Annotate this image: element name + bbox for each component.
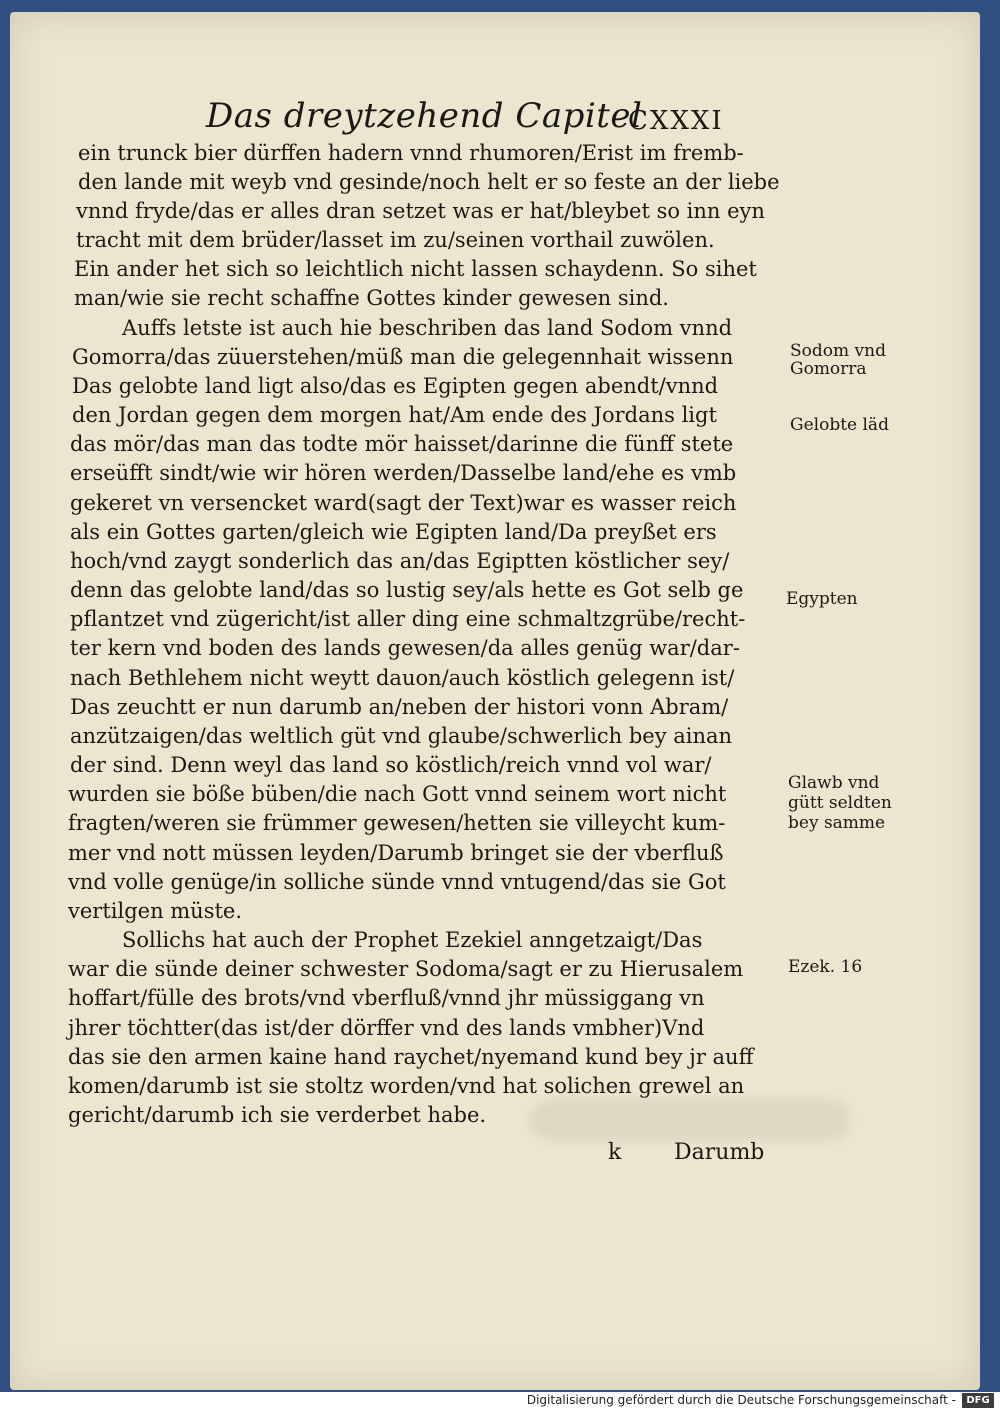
text-line: war die sünde deiner schwester Sodoma/sagt er zu Hierusalem [68, 957, 744, 981]
text-line: gekeret vn versencket ward(sagt der Text)war es wasser reich [70, 491, 737, 515]
margin-note-gomorra: Gomorra [790, 359, 867, 379]
text-line: den lande mit weyb vnd gesinde/noch helt er so feste an der liebe [78, 170, 780, 194]
text-line: nach Bethlehem nicht weytt dauon/auch köstlich gelegenn ist/ [70, 666, 735, 690]
text-line: komen/darumb ist sie stoltz worden/vnd hat solichen grewel an [68, 1074, 745, 1098]
text-line: gericht/darumb ich sie verderbet habe. [68, 1103, 487, 1127]
text-line: der sind. Denn weyl das land so köstlich/reich vnnd vol war/ [70, 753, 712, 777]
text-line: wurden sie böße büben/die nach Gott vnnd seinem wort nicht [68, 782, 727, 806]
running-title: Das dreytzehend Capitel [206, 96, 643, 136]
folio-number: CXXXI [628, 106, 724, 136]
text-line: vertilgen müste. [68, 899, 243, 923]
margin-note-gutt: gütt seldten [788, 793, 892, 813]
text-line: ter kern vnd boden des lands gewesen/da alles genüg war/dar- [70, 636, 740, 660]
text-line: als ein Gottes garten/gleich wie Egipten land/Da preyßet ers [70, 520, 717, 544]
text-line: Das gelobte land ligt also/das es Egipten gegen abendt/vnnd [72, 374, 719, 398]
page-header [10, 90, 980, 140]
text-line: Das zeuchtt er nun darumb an/neben der histori vonn Abram/ [70, 695, 729, 719]
text-line: Gomorra/das züuerstehen/müß man die gelegennhait wissenn [72, 345, 734, 369]
book-page [10, 12, 980, 1390]
text-line: Auffs letste ist auch hie beschriben das land Sodom vnnd [122, 316, 733, 340]
text-line: das sie den armen kaine hand raychet/nyemand kund bey jr auff [68, 1045, 754, 1069]
text-line: fragten/weren sie frümmer gewesen/hetten sie villeycht kum- [68, 811, 726, 835]
dfg-logo-icon: DFG [962, 1393, 994, 1408]
text-line: vnnd fryde/das er alles dran setzet was er hat/bleybet so inn eyn [76, 199, 765, 223]
text-line: pflantzet vnd zügericht/ist aller ding eine schmaltzgrübe/recht- [70, 607, 746, 631]
text-line: man/wie sie recht schaffne Gottes kinder gewesen sind. [74, 286, 669, 310]
text-line: Ein ander het sich so leichtlich nicht lassen schaydenn. So sihet [74, 257, 757, 281]
text-line: vnd volle genüge/in solliche sünde vnnd vntugend/das sie Got [68, 870, 726, 894]
catchword: Darumb [674, 1140, 765, 1165]
text-line: jhrer töchtter(das ist/der dörffer vnd des lands vmbher)Vnd [68, 1016, 705, 1040]
text-line: denn das gelobte land/das so lustig sey/als hette es Got selb ge [70, 578, 744, 602]
margin-note-bey: bey samme [788, 813, 886, 833]
margin-note-egypten: Egypten [786, 589, 858, 609]
text-line: das mör/das man das todte mör haisset/darinne die fünff stete [70, 432, 734, 456]
footer-bar [0, 1392, 1000, 1410]
margin-note-gelobte: Gelobte läd [790, 415, 889, 435]
text-line: ein trunck bier dürffen hadern vnnd rhumoren/Erist im fremb- [78, 141, 744, 165]
footer-credit: Digitalisierung gefördert durch die Deutsche Forschungsgemeinschaft - [526, 1393, 956, 1407]
text-line: mer vnd nott müssen leyden/Darumb bringet sie der vberfluß [68, 841, 724, 865]
text-line: Sollichs hat auch der Prophet Ezekiel anngetzaigt/Das [122, 928, 703, 952]
margin-note-sodom: Sodom vnd [790, 341, 886, 361]
text-line: den Jordan gegen dem morgen hat/Am ende des Jordans ligt [72, 403, 717, 427]
text-line: erseüfft sindt/wie wir hören werden/Dasselbe land/ehe es vmb [70, 461, 737, 485]
text-line: hoffart/fülle des brots/vnd vberfluß/vnnd jhr müssiggang vn [68, 986, 705, 1010]
margin-note-glawb: Glawb vnd [788, 773, 880, 793]
text-line: hoch/vnd zaygt sonderlich das an/das Egiptten köstlicher sey/ [70, 549, 730, 573]
ink-bleed [530, 1100, 850, 1140]
signature-mark: k [608, 1140, 622, 1165]
text-line: anzützaigen/das weltlich güt vnd glaube/schwerlich bey ainan [70, 724, 733, 748]
text-line: tracht mit dem brüder/lasset im zu/seinen vorthail zuwölen. [76, 228, 715, 252]
margin-note-ezek: Ezek. 16 [788, 957, 863, 977]
